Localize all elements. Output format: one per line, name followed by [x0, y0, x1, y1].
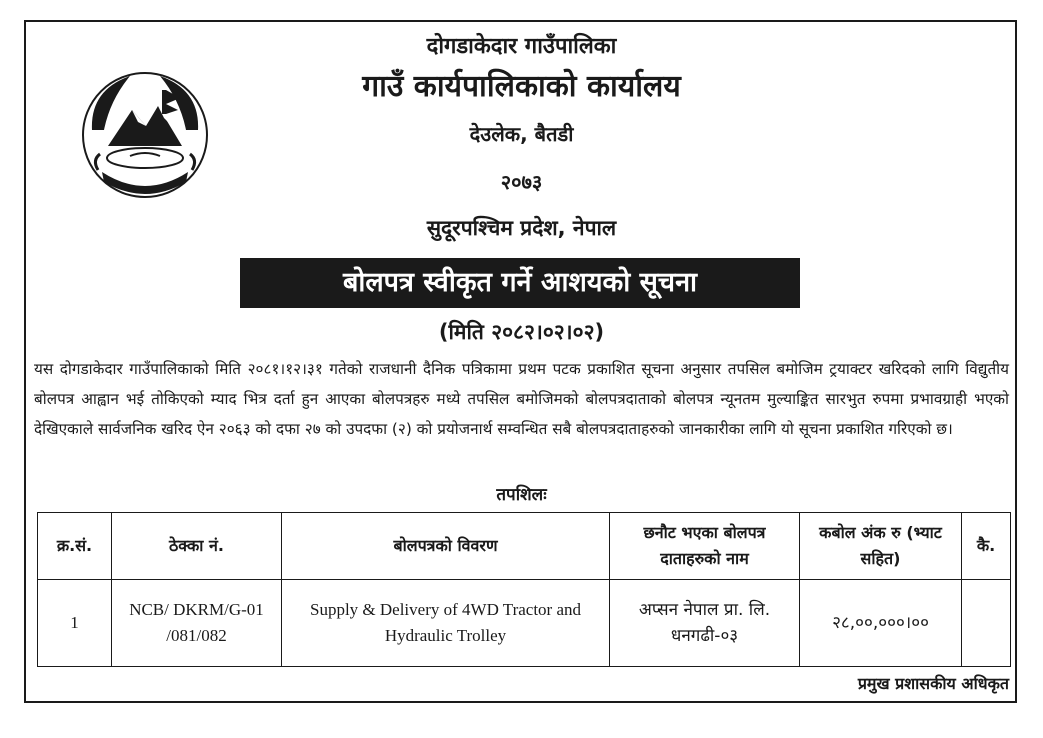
header-remarks: कै. [962, 513, 1011, 580]
notice-title: बोलपत्र स्वीकृत गर्ने आशयको सूचना [240, 258, 800, 308]
bid-table [37, 512, 1011, 667]
header-amount: कबोल अंक रु (भ्याट सहित) [800, 513, 962, 580]
details-label: तपशिलः [496, 485, 547, 505]
notice-date: (मिति २०८२।०२।०२) [438, 320, 605, 344]
table-row [38, 580, 1011, 667]
notice-body: यस दोगडाकेदार गाउँपालिकाको मिति २०८१।१२।३१ गतेको राजधानी दैनिक पत्रिकामा प्रथम पटक प्रकाशित सूचना अनुसार तपसिल बमोजिम ट्रयाक्टर खरिदको लागि विद्युतीय बोलपत्र आह्वान भई तोकिएको म्याद भित्र दर्ता हुन आएका बोलपत्रहरु मध्ये तपसिल बमोजिमको बोलपत्रदाताको बोलपत्र न्यूनतम मुल्याङ्कित सारभुत रुपमा प्रभावग्राही भएको देखिएकाले सार्वजनिक खरिद ऐन २०६३ को दफा २७ को उपदफा (२) को प्रयोजनार्थ सम्वन्धित सबै बोलपत्रदाताहरुको जानकारीका लागि यो सूचना प्रकाशित गरिएको छ। [34, 360, 1009, 438]
cell-bidder: अप्सन नेपाल प्रा. लि. धनगढी-०३ [610, 580, 800, 667]
header-description: बोलपत्रको विवरण [282, 513, 610, 580]
header-sn: क्र.सं. [38, 513, 112, 580]
cell-contract-no: NCB/ DKRM/G-01 /081/082 [112, 580, 282, 667]
municipality-name: दोगडाकेदार गाउँपालिका [426, 34, 617, 59]
office-name: गाउँ कार्यपालिकाको कार्यालय [362, 69, 681, 104]
table-header-row [38, 513, 1011, 580]
cell-description: Supply & Delivery of 4WD Tractor and Hydraulic Trolley [282, 580, 610, 667]
office-location: देउलेक, बैतडी [469, 122, 574, 146]
established-year: २०७३ [500, 170, 543, 194]
province-name: सुदूरपश्चिम प्रदेश, नेपाल [426, 216, 617, 240]
cell-sn: 1 [38, 580, 112, 667]
signatory: प्रमुख प्रशासकीय अधिकृत [857, 674, 1009, 693]
cell-remarks [962, 580, 1011, 667]
cell-amount: २८,००,०००।०० [800, 580, 962, 667]
header-contract-no: ठेक्का नं. [112, 513, 282, 580]
header-bidder: छनौट भएका बोलपत्र दाताहरुको नाम [610, 513, 800, 580]
